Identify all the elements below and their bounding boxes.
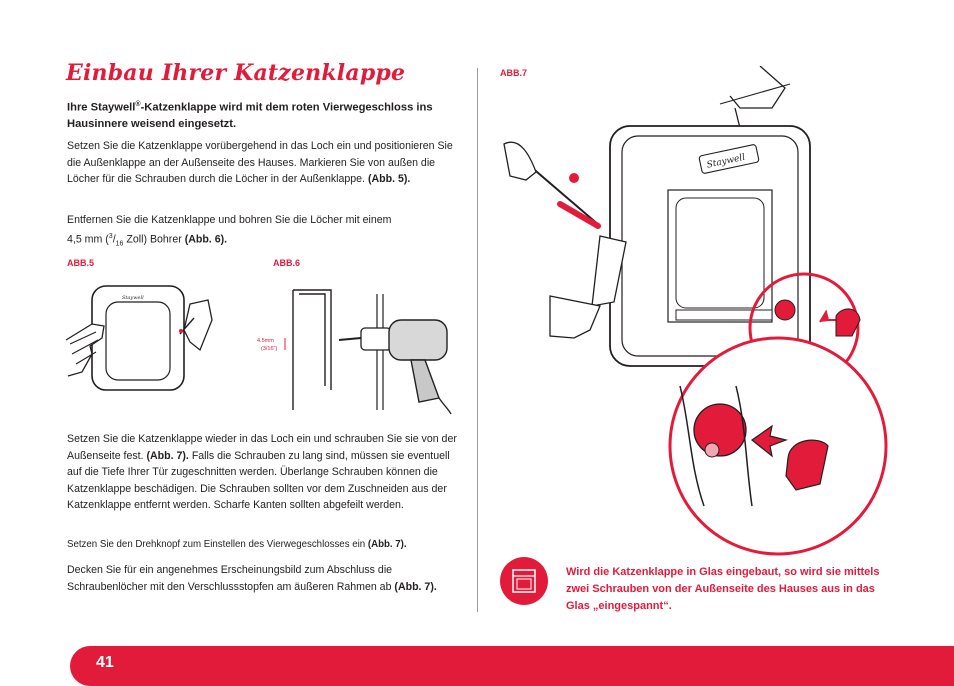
caption-abb7: ABB.7 [500, 68, 528, 78]
page-title: Einbau Ihrer Katzenklappe [66, 60, 406, 86]
paragraph-mark-holes: Setzen Sie die Katzenklappe vorübergehend in das Loch ein und positionieren Sie die Außenklappe an der Außenseite des Hauses. Markieren Sie von außen die Löcher für die Schrauben durch die Löcher in der Außenklappe. (Abb. 5). [67, 140, 453, 185]
column-divider [477, 68, 478, 612]
paragraph-knob: Setzen Sie den Drehknopf zum Einstellen des Vierwegeschlosses ein (Abb. 7). [67, 539, 407, 550]
fig6-drill-size: 4.5mm [257, 338, 274, 344]
paragraph-screw-fix: Setzen Sie die Katzenklappe wieder in das Loch ein und schrauben Sie sie von der Außenseite fest. (Abb. 7). Falls die Schrauben zu lang sind, müssen sie eventuell auf die Tiefe Ihrer Tür zugeschnitten werden. Überlange Schrauben können die Katzenklappe beschädigen. Die Schrauben sollten vor dem Zuschneiden aus der Katzenklappe entfernt werden. Scharfe Kanten sollten abgefeilt werden. [67, 433, 457, 511]
paragraph-drill-holes: Entfernen Sie die Katzenklappe und bohren Sie die Löcher mit einem 4,5 mm ($^3/_{16}$ Zoll) Bohrer (Abb. 6). [67, 214, 392, 248]
fig7-brand: Staywell [705, 152, 747, 171]
glass-window-icon [500, 557, 548, 605]
footer-bar [70, 646, 954, 686]
figure-abb7 [490, 66, 940, 556]
fig5-brand: Staywell [122, 295, 144, 301]
figure-abb6 [255, 280, 465, 420]
fig6-drill-inch: (3/16") [261, 346, 278, 352]
intro-bold: Ihre Staywell®-Katzenklappe wird mit dem roten Vierwegeschloss ins Hausinnere weisend eingesetzt. [67, 101, 433, 130]
caption-abb6: ABB.6 [273, 258, 301, 268]
paragraph-plugs: Decken Sie für ein angenehmes Erscheinungsbild zum Abschluss die Schraubenlöcher mit den Verschlussstopfen am äußeren Rahmen ab (Abb. 7). [67, 564, 437, 593]
page-number: 41 [96, 654, 114, 671]
figure-abb5 [62, 280, 222, 400]
caption-abb5: ABB.5 [67, 258, 95, 268]
glass-install-note: Wird die Katzenklappe in Glas eingebaut, so wird sie mittels zwei Schrauben von der Außenseite des Hauses aus in das Glas „eingespannt“. [566, 566, 880, 612]
